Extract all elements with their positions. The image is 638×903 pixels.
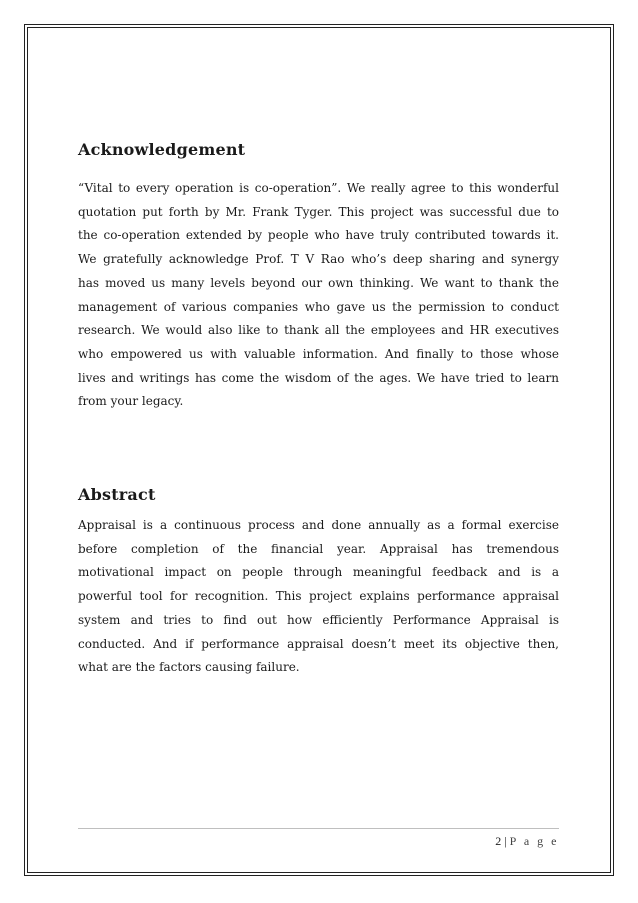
abstract-body	[78, 514, 559, 680]
page-footer	[495, 834, 559, 849]
acknowledgement-line: lives and writings has come the wisdom of the ages. We have tried to learn	[78, 370, 559, 385]
page-separator: |	[504, 834, 507, 848]
abstract-heading: Abstract	[78, 485, 156, 504]
acknowledgement-line: who empowered us with valuable information. And finally to those whose	[78, 346, 559, 361]
acknowledgement-line: management of various companies who gave us the permission to conduct	[78, 299, 559, 314]
acknowledgement-line: from your legacy.	[78, 394, 184, 409]
acknowledgement-line: the co-operation extended by people who have truly contributed towards it.	[78, 228, 559, 243]
abstract-line: system and tries to find out how efficiently Performance Appraisal is	[78, 612, 559, 627]
acknowledgement-line: has moved us many levels beyond our own thinking. We want to thank the	[78, 275, 559, 290]
acknowledgement-body	[78, 177, 559, 414]
abstract-line: conducted. And if performance appraisal doesn’t meet its objective then,	[78, 636, 559, 651]
acknowledgement-line: quotation put forth by Mr. Frank Tyger. This project was successful due to	[78, 204, 559, 219]
footer-rule	[78, 828, 559, 829]
abstract-line: powerful tool for recognition. This project explains performance appraisal	[78, 589, 559, 604]
abstract-line: before completion of the financial year. Appraisal has tremendous	[78, 541, 559, 556]
acknowledgement-line: “Vital to every operation is co-operation”. We really agree to this wonderful	[78, 181, 559, 195]
acknowledgement-heading: Acknowledgement	[78, 140, 246, 159]
abstract-line: motivational impact on people through meaningful feedback and is a	[78, 565, 559, 580]
acknowledgement-line: We gratefully acknowledge Prof. T V Rao who’s deep sharing and synergy	[78, 252, 559, 267]
page-number: 2	[495, 834, 502, 848]
acknowledgement-line: research. We would also like to thank all the employees and HR executives	[78, 323, 559, 338]
abstract-line: Appraisal is a continuous process and done annually as a formal exercise	[78, 518, 559, 532]
abstract-line: what are the factors causing failure.	[78, 660, 300, 675]
page-label: P a g e	[509, 834, 559, 848]
